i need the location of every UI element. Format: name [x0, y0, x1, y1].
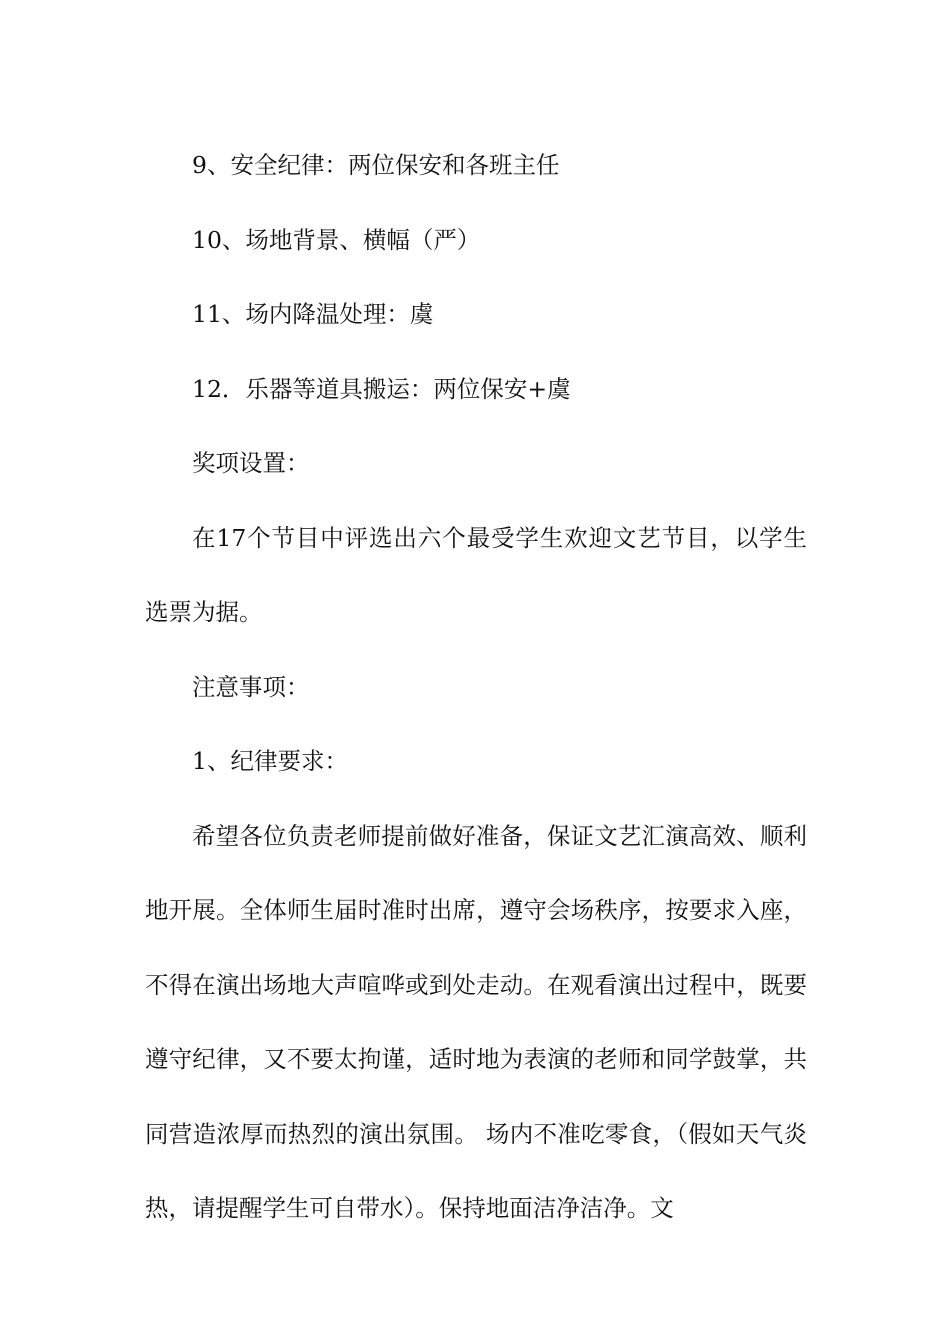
paragraph-venue-backdrop: 10、场地背景、横幅（严）	[192, 225, 481, 254]
paragraph-discipline-detail: 希望各位负责老师提前做好准备，保证文艺汇演高效、顺利地开展。全体师生届时准时出席，遵守会场秩序，按要求入座，不得在演出场地大声喧哗或到处走动。在观看演出过程中，既要遵守纪律，又不要太拘谨，适时地为表演的老师和同学鼓掌，共同营造浓厚而热烈的演出氛围。 场内不准吃零食，（假如天气炎热，请提醒学生可自带水）。保持地面洁净洁净。文	[145, 821, 807, 1222]
paragraph-instrument-transport: 12．乐器等道具搬运：两位保安+虞	[192, 374, 571, 403]
paragraph-security-discipline: 9、安全纪律：两位保安和各班主任	[192, 151, 560, 179]
paragraph-awards-detail: 在17个节目中评选出六个最受学生欢迎文艺节目，以学生选票为据。	[145, 523, 807, 626]
heading-awards: 奖项设置：	[192, 449, 310, 477]
document-body	[145, 128, 807, 1246]
heading-discipline-requirements: 1、纪律要求：	[192, 747, 348, 775]
heading-notes: 注意事项：	[192, 672, 310, 701]
paragraph-venue-cooling: 11、场内降温处理：虞	[192, 300, 434, 328]
